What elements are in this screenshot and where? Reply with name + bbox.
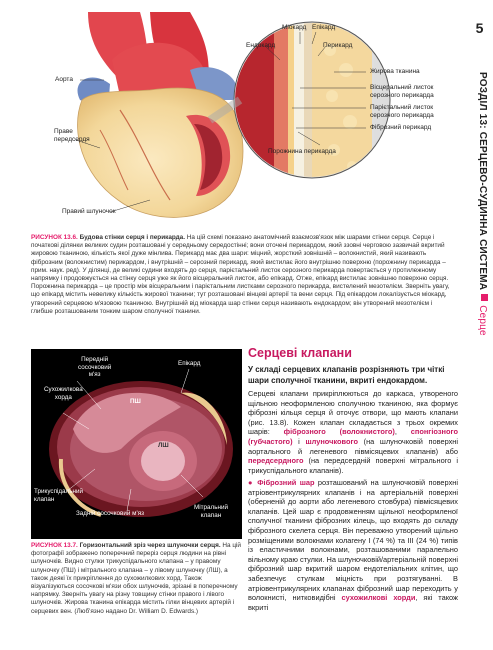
- bullet-part-b: , які також вкриті: [248, 593, 459, 612]
- figure-13-6-caption: [31, 234, 455, 316]
- label-fibrous: Фіброзний перикард: [370, 124, 432, 131]
- label-rv: ПШ: [130, 398, 141, 405]
- para1-part-b: (на шлуночковій поверхні аортального й легеневого півмісяцевих клапанів) або: [248, 436, 459, 456]
- para1-part-a: Серцеві клапани прикріплюються до каркаса, утвореного щільною неоформленою сполучною тканиною, яка формує фіброзні кільця серця й оточує отвори, що мають клапани (рис. 13.8). Кожен клапан складається з трьох окремих шарів:: [248, 389, 458, 437]
- section-title: Серцеві клапани: [248, 346, 352, 360]
- term-chordae: сухожилкові хорди: [341, 593, 416, 603]
- label-visceral: Вісцеральний листок серозного перикарда: [370, 84, 434, 99]
- label-endocardium: Ендокард: [246, 42, 276, 49]
- page-number: 5: [475, 20, 484, 36]
- label-lv: ЛШ: [158, 442, 169, 449]
- bullet-term: Фіброзний шар: [257, 478, 315, 487]
- label-posterior-papillary: Задній сосочковий м'яз: [76, 510, 144, 517]
- para1-part-c: (на передсердній поверхні мітрального і трикуспідального клапанів).: [248, 456, 458, 475]
- caption-13-7-text: На цій фотографії зображено поперечний переріз серця людини на рівні шлуночків. Видно стулки трикуспідального клапана – у правому шлуночку (ПШ) і мітрального клапана – у лівому шлуночку (ЛШ), а також деякі їх прикріплення до сухожилкових хорд. Також візуалізуються сосочкові м'язи обох шлуночків, зрізані в поперечному напрямку. Зверніть увагу на різну товщину стінки правого і лівого шлуночків. Жирова тканина епікарда містить гілки вінцевих артерій і серцевих вен. (Люб'язно надано Dr. William D. Edwards.): [31, 542, 241, 615]
- term-fibrous: фіброзного (волокнистого): [283, 427, 395, 437]
- bullet-icon: ●: [248, 478, 254, 487]
- para1-and: і: [292, 436, 306, 446]
- label-epicardium-photo: Епікард: [178, 360, 201, 367]
- caption-13-6-text: На цій схемі показано анатомічний взаємозв'язок між шарами стінки серця. Серце і початкові ділянки великих судин розташовані у середньому середостінні; вони оточені перикардом, який ззовні черговою зазвичай вкритий жировою тканиною, кількість якої дуже мінлива. Перикард має два шари: міцний, жорсткий зовнішній – волокнистий, який називають фіброзним (волокнистим) перикардом, і внутрішній – серозний перикард, який вистилає його внутрішню поверхню (порожнину перикарда – прим. наук. ред). У ділянці, де великі судини входять до серця, парієтальний листок серозного перикарда повертається у протилежному напрямку і продовжується на стінку серця уже як його вісцеральний листок, або епікард. Отже, епікард вистилає зовнішню поверхню серця. Порожнина перикарда – це простір між вісцеральним і парієтальним листками серозного перикарда, вистелений мезотелієм. Зверніть увагу, що епікард містить невелику кількість жирової тканини; тут розташовані вінцеві артерії та вени серця. Під епікардом локалізується міокард, утворений серцевою м'язовою тканиною. Внутрішній від міокарда шар стінки серця називають ендокардом; він утворений мезотелієм і глибше розташованим тонким шаром сполучної тканини.: [31, 234, 450, 315]
- side-square-icon: [481, 294, 488, 301]
- label-pericardium: Перикард: [323, 42, 353, 49]
- label-anterior-papillary: Передній сосочковий м'яз: [78, 356, 112, 378]
- label-fat: Жирова тканина: [370, 68, 420, 75]
- caption-13-6-title: Будова стінки серця і перикарда.: [79, 234, 186, 241]
- term-spongy: спонгіозного (губчастого): [248, 427, 458, 446]
- label-epicardium: Епікард: [312, 24, 336, 31]
- bullet-fibrous-layer: [248, 478, 458, 612]
- bullet-part-a: розташований на шлуночковій поверхні атріовентрикулярних клапанів і на артеріальній поверхні (оберненій до аорти або легеневого стовбура) півмісяцевих клапанів. Цей шар є продовженням щільної неоформленої сполучної тканини фіброзних кілець, що входять до складу фіброзного скелета серця. Він переважно утворений щільно розміщеними волокнами колагену I (74 %) та III (24 %) типів із еластичними волокнами, розташованими паралельно вільному краю стулки. На шлуночковій/артеріальній поверхні фіброзний шар вкритий шаром ендотеліальних клітин, що забезпечує стулкам міцність при розтягуванні. В атріовентрикулярних клапанах фіброзний шар переходить у волокнисті, нитковидібні: [248, 478, 458, 603]
- paragraph-valves: [248, 389, 458, 475]
- caption-13-6-number: РИСУНОК 13.6.: [31, 234, 78, 241]
- caption-13-7-title: Горизонтальний зріз через шлуночки серця.: [79, 542, 221, 549]
- figure-13-7-caption: [31, 542, 243, 616]
- section-lead: У складі серцевих клапанів розрізняють три чіткі шари сполучної тканини, вкриті ендокардом.: [248, 365, 445, 385]
- label-right-ventricle: Правий шлуночок: [62, 208, 116, 215]
- label-myocardium: Міокард: [282, 24, 307, 31]
- label-mitral: Мітральний клапан: [194, 504, 228, 519]
- term-atrial: передсердного: [248, 456, 304, 466]
- para1-comma: ,: [394, 427, 411, 437]
- chapter-title: РОЗДІЛ 13: СЕРЦЕВО-СУДИННА СИСТЕМА: [477, 72, 488, 291]
- label-cavity: Порожнина перикарда: [268, 148, 336, 155]
- term-ventricular: шлуночкового: [305, 436, 358, 446]
- chapter-subtitle: Серце: [477, 305, 488, 336]
- caption-13-7-number: РИСУНОК 13.7.: [31, 542, 78, 549]
- label-right-atrium: Праве передсердя: [54, 128, 90, 143]
- label-chordae: Сухожилкова хорда: [44, 386, 83, 401]
- label-parietal: Парієтальний листок серозного перикарда: [370, 104, 434, 119]
- label-tricuspid: Трикуспідальний клапан: [34, 488, 84, 503]
- label-aorta: Аорта: [55, 76, 73, 83]
- chapter-side-title: [470, 72, 490, 342]
